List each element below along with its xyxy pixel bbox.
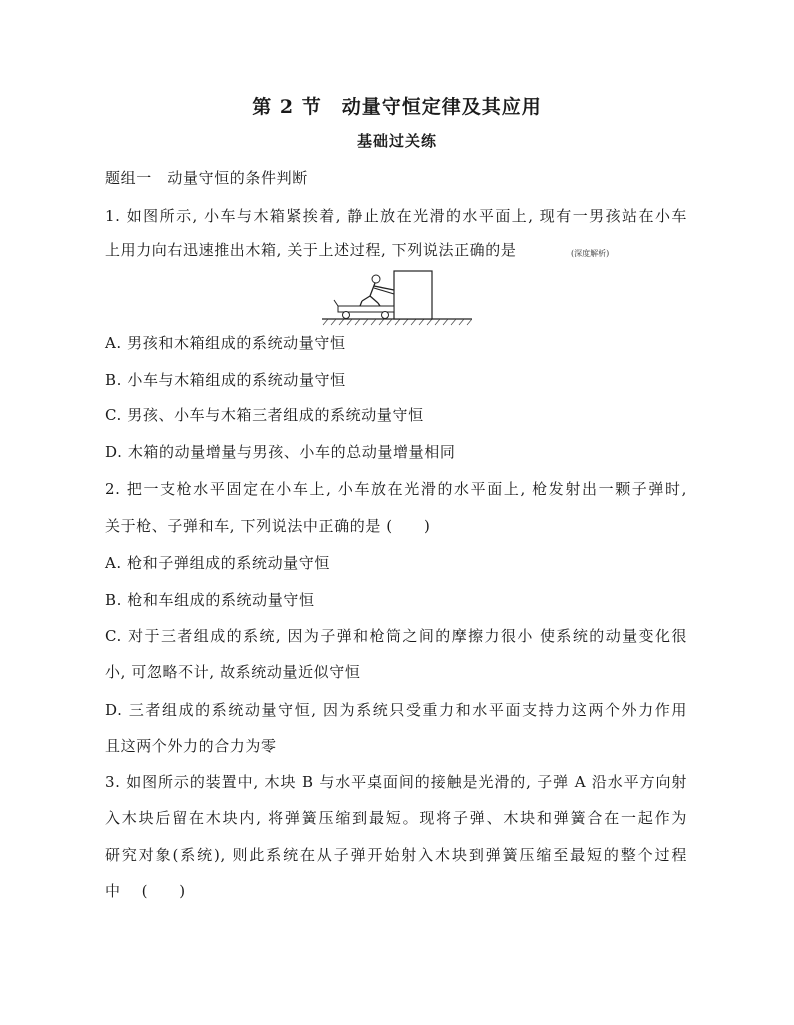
question-group-heading: 题组一 动量守恒的条件判断 bbox=[105, 169, 308, 187]
q3-stem-line-1: 3. 如图所示的装置中, 木块 B 与水平桌面间的接触是光滑的, 子弹 A 沿水平方向射 bbox=[105, 773, 687, 791]
q1-option-a: A. 男孩和木箱组成的系统动量守恒 bbox=[105, 334, 346, 352]
q1-figure-cart-box bbox=[322, 266, 472, 328]
q2-option-d-line-1: D. 三者组成的系统动量守恒, 因为系统只受重力和水平面支持力这两个外力作用 bbox=[105, 701, 687, 719]
q2-stem-line-1: 2. 把一支枪水平固定在小车上, 小车放在光滑的水平面上, 枪发射出一颗子弹时, bbox=[105, 480, 687, 498]
q1-option-d: D. 木箱的动量增量与男孩、小车的总动量增量相同 bbox=[105, 443, 456, 461]
q2-option-c-line-1: C. 对于三者组成的系统, 因为子弹和枪筒之间的摩擦力很小 使系统的动量变化很 bbox=[105, 627, 687, 645]
q1-stem-line-2: 上用力向右迅速推出木箱, 关于上述过程, 下列说法正确的是 bbox=[105, 241, 517, 259]
q3-stem-line-4: 中 ( ) bbox=[105, 882, 186, 900]
q2-option-d-line-2: 且这两个外力的合力为零 bbox=[105, 737, 277, 755]
q3-stem-line-3: 研究对象(系统), 则此系统在从子弹开始射入木块到弹簧压缩至最短的整个过程 bbox=[105, 846, 687, 864]
section-subtitle: 基础过关练 bbox=[356, 132, 437, 150]
q1-analysis-note: (深度解析) bbox=[571, 249, 610, 258]
q1-stem-line-1: 1. 如图所示, 小车与木箱紧挨着, 静止放在光滑的水平面上, 现有一男孩站在小车 bbox=[105, 207, 687, 225]
q2-option-c-line-2: 小, 可忽略不计, 故系统动量近似守恒 bbox=[105, 663, 361, 681]
page-title: 第 2 节 动量守恒定律及其应用 bbox=[252, 96, 542, 118]
q3-stem-line-2: 入木块后留在木块内, 将弹簧压缩到最短。现将子弹、木块和弹簧合在一起作为 bbox=[105, 809, 687, 827]
q2-option-b: B. 枪和车组成的系统动量守恒 bbox=[105, 591, 315, 609]
q2-option-a: A. 枪和子弹组成的系统动量守恒 bbox=[105, 554, 330, 572]
q1-option-b: B. 小车与木箱组成的系统动量守恒 bbox=[105, 371, 346, 389]
q1-option-c: C. 男孩、小车与木箱三者组成的系统动量守恒 bbox=[105, 406, 424, 424]
q2-stem-line-2: 关于枪、子弹和车, 下列说法中正确的是 ( ) bbox=[105, 517, 431, 535]
